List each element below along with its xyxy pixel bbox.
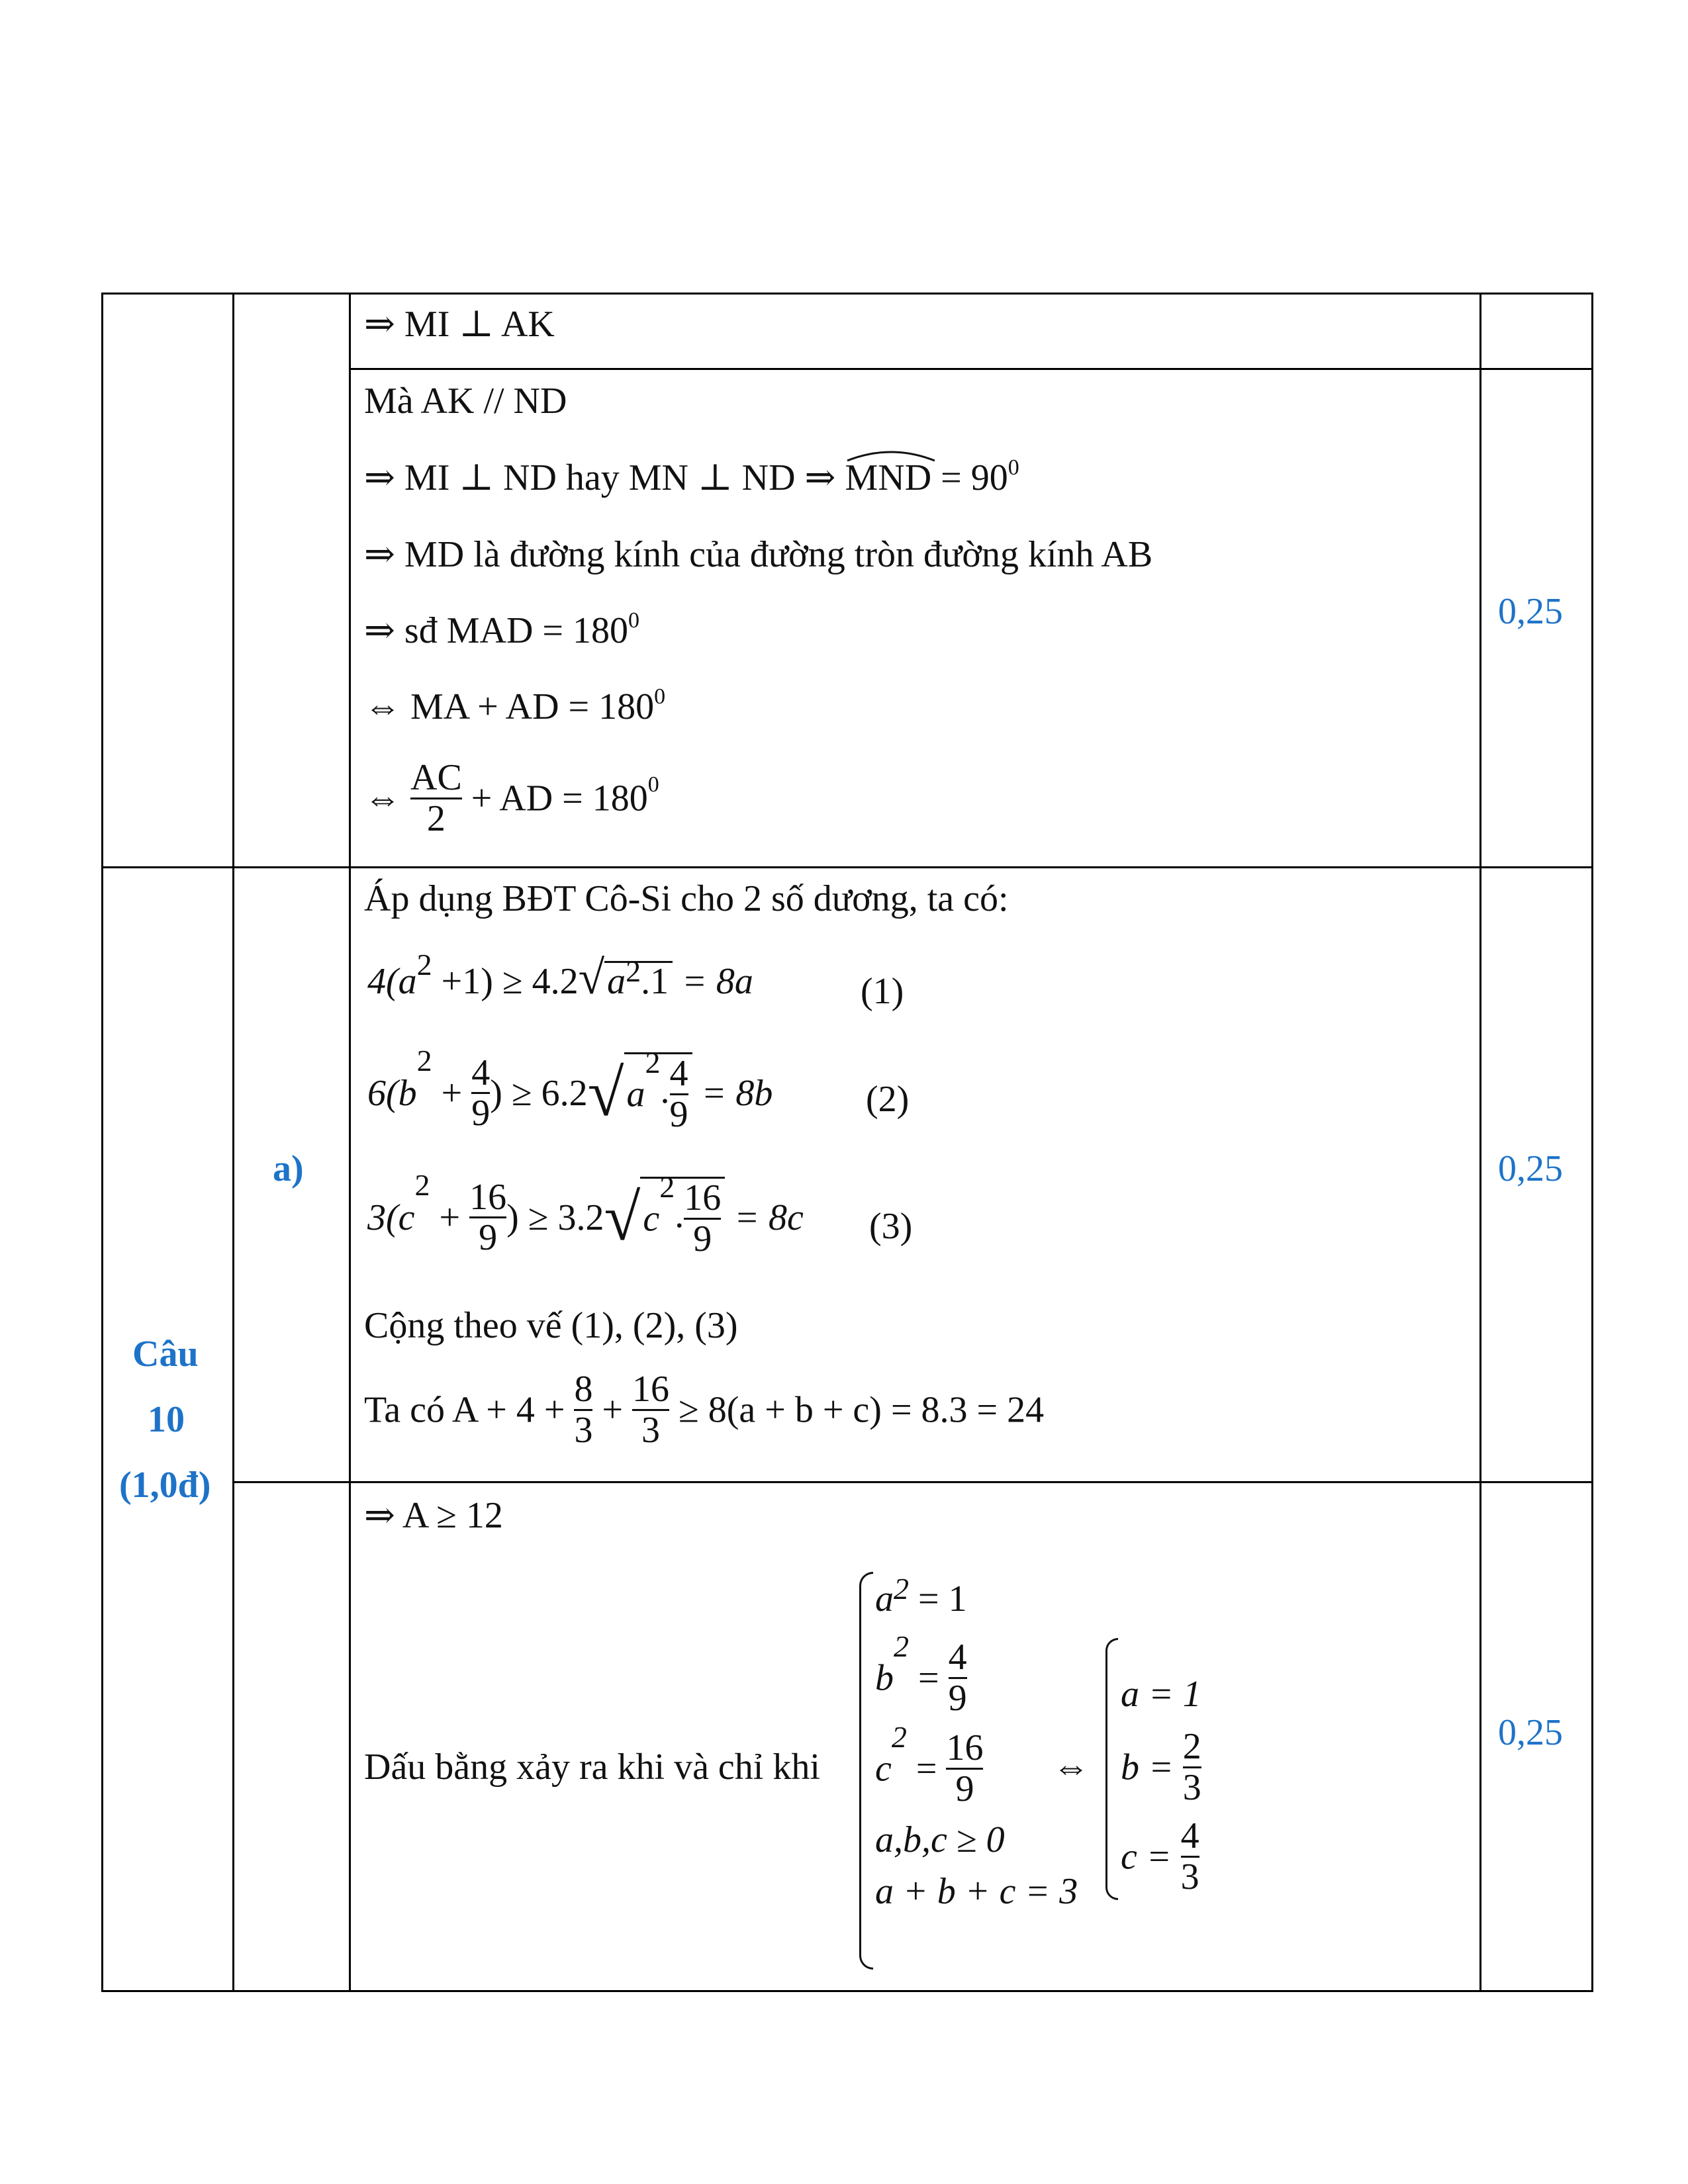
- degree-exp: 0: [1008, 455, 1019, 480]
- exp-2: 2: [626, 954, 641, 988]
- taco-frac-2: [632, 1370, 669, 1450]
- equals-90-text: = 90: [931, 457, 1008, 498]
- eq2-pre: 6(b: [367, 1072, 417, 1114]
- ma-ad-line: [364, 684, 666, 727]
- fraction-ac-2: [410, 758, 462, 839]
- sys-line-3: [875, 1720, 984, 1809]
- row-divider-1: [349, 368, 1593, 370]
- taco-plus: +: [592, 1389, 633, 1431]
- frac-num: 4: [1180, 1815, 1199, 1856]
- sys1-var: a: [875, 1578, 894, 1619]
- frac-den: 3: [574, 1409, 593, 1451]
- exp-2: 2: [645, 1046, 661, 1079]
- angle-arc-icon: [845, 447, 937, 463]
- res2-frac: [1183, 1727, 1201, 1807]
- implies-mi-perp-ak: ⇒ MI ⊥ AK: [364, 304, 555, 345]
- eq2-mid: ) ≥ 6.2: [490, 1072, 588, 1114]
- eq2-rfrac: [670, 1054, 688, 1134]
- eq1-rad: a: [607, 961, 626, 1002]
- angle-mnd-label: MND: [845, 457, 932, 498]
- eq1-radrest: .1: [641, 961, 669, 1002]
- eq3-rfrac: [684, 1179, 721, 1259]
- result-brace: [1105, 1638, 1118, 1900]
- sd-mad-line: [364, 608, 639, 651]
- eq2-frac: [471, 1054, 490, 1134]
- eq2-plus: +: [432, 1072, 472, 1114]
- degree-exp: 0: [654, 684, 666, 709]
- degree-exp: 0: [647, 772, 659, 797]
- frac-den: 9: [669, 1093, 688, 1135]
- score-section-2: 0,25: [1498, 1148, 1563, 1189]
- a-ge-12-line: ⇒ A ≥ 12: [364, 1495, 503, 1536]
- sys3-exp: 2: [891, 1720, 907, 1754]
- frac-num: 16: [946, 1727, 984, 1768]
- sys2-eq: =: [909, 1657, 949, 1699]
- taco-frac-1: [574, 1370, 592, 1450]
- col-divider-1: [232, 293, 234, 1992]
- frac-den: 3: [1180, 1856, 1199, 1897]
- frac-num: 8: [574, 1369, 593, 1410]
- eq3-rad: c: [643, 1198, 660, 1240]
- inequality-1: [367, 948, 753, 1004]
- sqrt-icon: √: [587, 1056, 624, 1130]
- sd-mad-text: ⇒ sđ MAD = 180: [364, 610, 628, 651]
- mi-perp-nd-line: [364, 455, 1019, 498]
- degree-exp: 0: [628, 608, 639, 633]
- tag-2: (2): [866, 1079, 910, 1120]
- frac-den: 2: [410, 797, 462, 839]
- question-label-cau: Câu: [132, 1334, 199, 1375]
- col-divider-2: [349, 293, 351, 1992]
- system-brace: [859, 1572, 873, 1970]
- row-divider-2: [101, 866, 1593, 868]
- sys1-rest: = 1: [909, 1578, 967, 1619]
- inequality-2: [367, 1044, 773, 1135]
- result-c: [1121, 1817, 1199, 1897]
- sys3-var: c: [875, 1748, 892, 1790]
- taco-line: [364, 1370, 1044, 1450]
- question-label-number: 10: [148, 1399, 185, 1440]
- sys2-var: b: [875, 1657, 894, 1699]
- result-a: a = 1: [1121, 1674, 1201, 1715]
- eq1-radicand: [604, 954, 673, 1002]
- sys2-frac: [949, 1638, 967, 1718]
- eq1-rest: +1) ≥ 4.2: [432, 961, 579, 1002]
- sys-line-4: a,b,c ≥ 0: [875, 1819, 1005, 1860]
- plus-ad-text: + AD = 180: [461, 778, 648, 819]
- frac-num: 4: [471, 1052, 491, 1093]
- question-label-points: (1,0đ): [119, 1465, 211, 1506]
- frac-den: 9: [471, 1093, 491, 1134]
- inequality-3: [367, 1168, 804, 1259]
- eq3-mid: ) ≥ 3.2: [506, 1197, 604, 1238]
- ma-ad-text: ⇔ MA + AD = 180: [364, 686, 655, 727]
- frac-num: 16: [632, 1369, 670, 1410]
- sqrt-icon: √: [604, 1180, 641, 1254]
- exp-2: 2: [659, 1170, 675, 1204]
- tag-3: (3): [869, 1206, 913, 1247]
- exp-2: 2: [416, 948, 432, 981]
- res3-pre: c =: [1121, 1836, 1181, 1878]
- mi-perp-nd-text: ⇒ MI ⊥ ND hay MN ⊥ ND ⇒: [364, 457, 845, 498]
- eq2-post: = 8b: [692, 1072, 773, 1114]
- res3-frac: [1181, 1817, 1199, 1897]
- equality-condition-text: Dấu bằng xảy ra khi và chỉ khi: [364, 1747, 820, 1788]
- frac-den: 9: [948, 1677, 967, 1719]
- result-b: [1121, 1727, 1201, 1807]
- eq3-frac: [469, 1178, 506, 1258]
- ac-half-line: [364, 758, 659, 839]
- sys3-eq: =: [906, 1748, 947, 1790]
- part-label-a: a): [273, 1148, 304, 1189]
- frac-den: 9: [469, 1216, 506, 1257]
- ma-ak-parallel-nd: Mà AK // ND: [364, 381, 567, 422]
- sys2-exp: 2: [894, 1629, 909, 1663]
- eq3-post: = 8c: [725, 1197, 804, 1238]
- sum-line: Cộng theo vế (1), (2), (3): [364, 1305, 738, 1346]
- sys-line-1: [875, 1572, 967, 1619]
- frac-den: 3: [1182, 1766, 1201, 1808]
- cosi-intro: Áp dụng BĐT Cô-Si cho 2 số dương, ta có:: [364, 878, 1009, 919]
- eq2-rad: a: [626, 1073, 645, 1115]
- frac-num: 4: [948, 1637, 967, 1678]
- eq3-pre: 3(c: [367, 1197, 415, 1238]
- score-section-3: 0,25: [1498, 1712, 1563, 1753]
- equiv-symbol: ⇔: [364, 778, 401, 819]
- frac-num: 2: [1182, 1726, 1201, 1767]
- frac-den: 9: [684, 1218, 721, 1259]
- sqrt-icon: √: [578, 951, 605, 1004]
- eq3-plus: +: [430, 1197, 470, 1238]
- row-divider-3: [232, 1481, 1593, 1483]
- taco-pre: Ta có A + 4 +: [364, 1389, 575, 1431]
- taco-post: ≥ 8(a + b + c) = 8.3 = 24: [669, 1389, 1045, 1431]
- col-divider-3: [1479, 293, 1481, 1992]
- equiv-arrow: ⇔: [1053, 1747, 1090, 1788]
- frac-den: 9: [946, 1768, 983, 1809]
- frac-den: 3: [632, 1409, 669, 1450]
- eq2-radicand: $a^2$. $\frac{4}{9}$: [624, 1052, 692, 1134]
- frac-num: 16: [469, 1176, 507, 1218]
- eq1-post: = 8a: [673, 961, 753, 1002]
- exp-2: 2: [416, 1044, 432, 1077]
- res2-pre: b =: [1121, 1747, 1183, 1788]
- frac-num: 4: [669, 1053, 688, 1094]
- sys-line-2: [875, 1629, 967, 1719]
- score-section-1: 0,25: [1498, 591, 1563, 632]
- frac-num: AC: [410, 757, 462, 798]
- exp-2: 2: [414, 1168, 430, 1202]
- eq1-pre: 4(a: [367, 961, 417, 1002]
- sys3-frac: [946, 1729, 983, 1809]
- eq3-radicand: $c^2$. $\frac{16}{9}$: [640, 1177, 725, 1259]
- md-diameter-line: ⇒ MD là đường kính của đường tròn đường kính AB: [364, 534, 1153, 575]
- frac-num: 16: [684, 1177, 722, 1218]
- angle-mnd: [845, 459, 931, 496]
- tag-1: (1): [861, 971, 904, 1012]
- sys-line-5: a + b + c = 3: [875, 1871, 1078, 1912]
- sys1-exp: 2: [894, 1572, 909, 1606]
